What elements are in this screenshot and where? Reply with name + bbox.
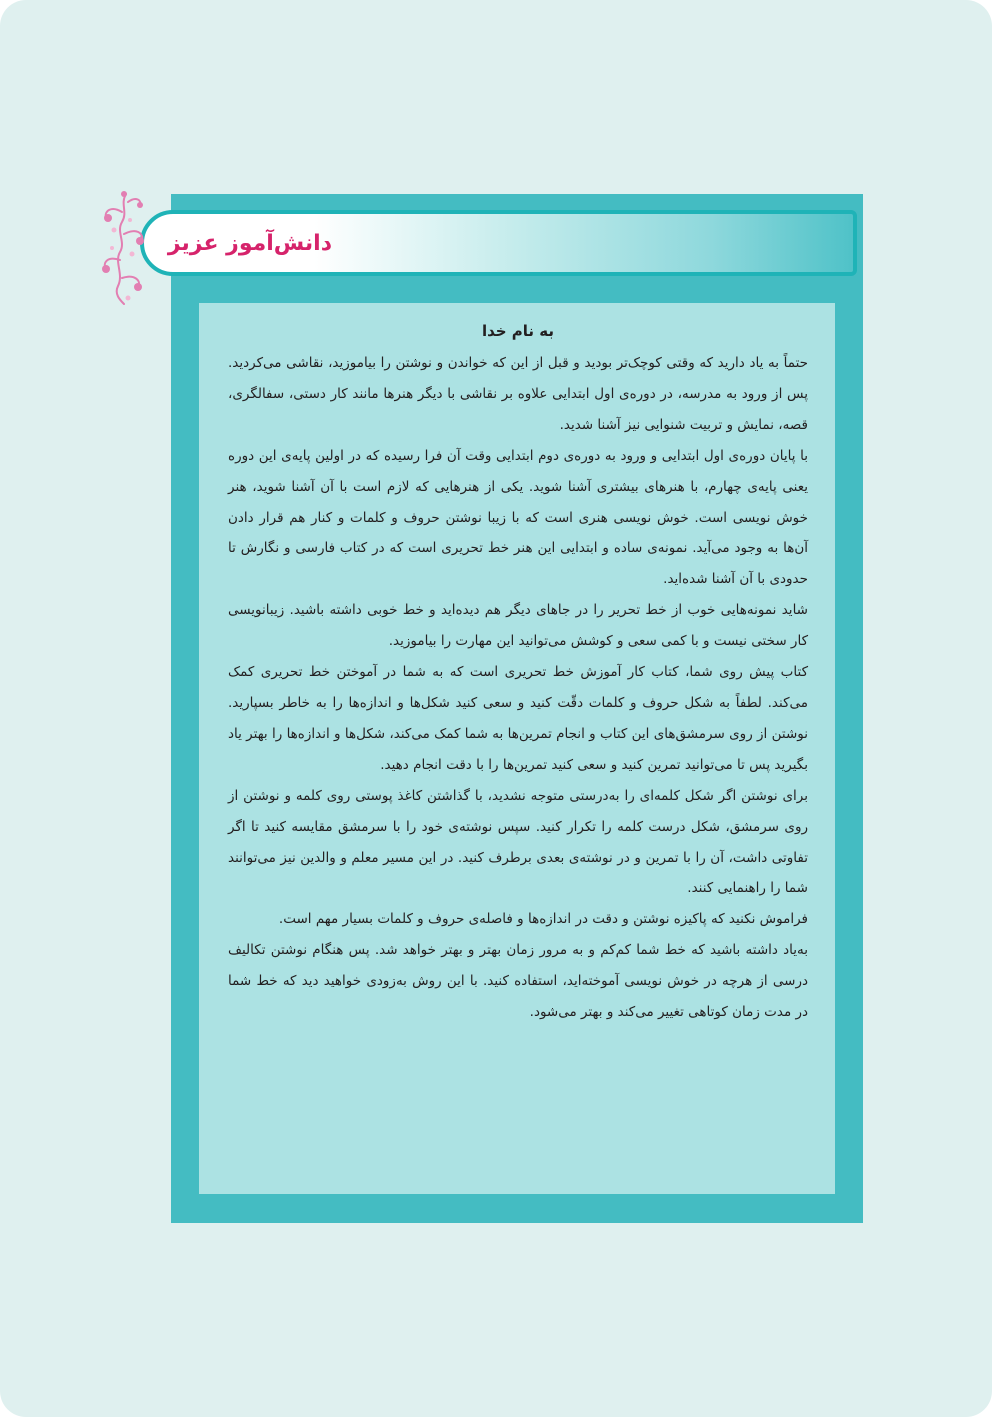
- letter-heading: به نام خدا: [481, 322, 555, 340]
- banner-title: دانش‌آموز عزیز: [167, 231, 332, 256]
- paragraph-1: حتماً به یاد دارید که وقتی کوچک‌تر بودید و قبل از این که خواندن و نوشتن را بیاموزید، نقاشی می‌کردید. پس از ورود به مدرسه، در دوره‌ی اول ابتدایی علاوه بر نقاشی با دیگر هنرها مانند کار دستی، سفالگری، قصه، نمایش و تربیت شنوایی نیز آشنا شدید.: [228, 355, 808, 433]
- paragraph-7: به‌یاد داشته باشید که خط شما کم‌کم و به مرور زمان بهتر و بهتر خواهد شد. پس هنگام نوشتن تکالیف درسی از هرچه در خوش نویسی آموخته‌اید، استفاده کنید. با این روش به‌زودی خواهید دید که خط شما در مدت زمان کوتاهی تغییر می‌کند و بهتر می‌شود.: [228, 942, 808, 1021]
- paragraph-4: کتاب پیش روی شما، کتاب کار آموزش خط تحریری است که به شما در آموختن خط تحریری کمک می‌کند. لطفاً به شکل حروف و کلمات دقّت کنید و سعی کنید شکل‌ها و اندازه‌ها را به خاطر بسپارید. نوشتن از روی سرمشق‌های این کتاب و انجام تمرین‌ها به شما کمک می‌کند، شکل‌ها و اندازه‌ها را بهتر یاد بگیرید پس تا می‌توانید تمرین کنید و سعی کنید تمرین‌ها را با دقت انجام دهید.: [228, 664, 808, 773]
- paragraph-3: شاید نمونه‌هایی خوب از خط تحریر را در جاهای دیگر هم دیده‌اید و خط خوبی داشته باشید. زیبانویسی کار سختی نیست و با کمی سعی و کوشش می‌توانید این مهارت را بیاموزید.: [228, 602, 808, 650]
- paragraph-2: با پایان دوره‌ی اول ابتدایی و ورود به دوره‌ی دوم ابتدایی وقت آن فرا رسیده که در اولین پایه‌ی این دوره یعنی پایه‌ی چهارم، با هنرهای بیشتری آشنا شوید. یکی از هنرهایی که لازم است با آن آشنا شوید، هنر خوش نویسی است. خوش نویسی هنری است که با زیبا نوشتن حروف و کلمات و کنار هم قرار دادن آن‌ها به وجود می‌آید. نمونه‌ی ساده و ابتدایی این هنر خط تحریری است که در کتاب فارسی و نگارش تا حدودی با آن آشنا شده‌اید.: [228, 447, 808, 588]
- paragraph-5: برای نوشتن اگر شکل کلمه‌ای را به‌درستی متوجه نشدید، با گذاشتن کاغذ پوستی روی کلمه و نوشتن از روی سرمشق، شکل درست کلمه را تکرار کنید. سپس نوشته‌ی خود را با سرمشق مقایسه کنید تا اگر تفاوتی داشت، آن را با تمرین و در نوشته‌ی بعدی برطرف کنید. در این مسیر معلم و والدین نیز می‌توانند شما را راهنمایی کنند.: [228, 787, 808, 897]
- floral-ornament-icon: [94, 190, 152, 308]
- paragraph-6: فراموش نکنید که پاکیزه نوشتن و دقت در اندازه‌ها و فاصله‌ی حروف و کلمات بسیار مهم است.: [278, 911, 808, 928]
- letter-body: [228, 316, 808, 1028]
